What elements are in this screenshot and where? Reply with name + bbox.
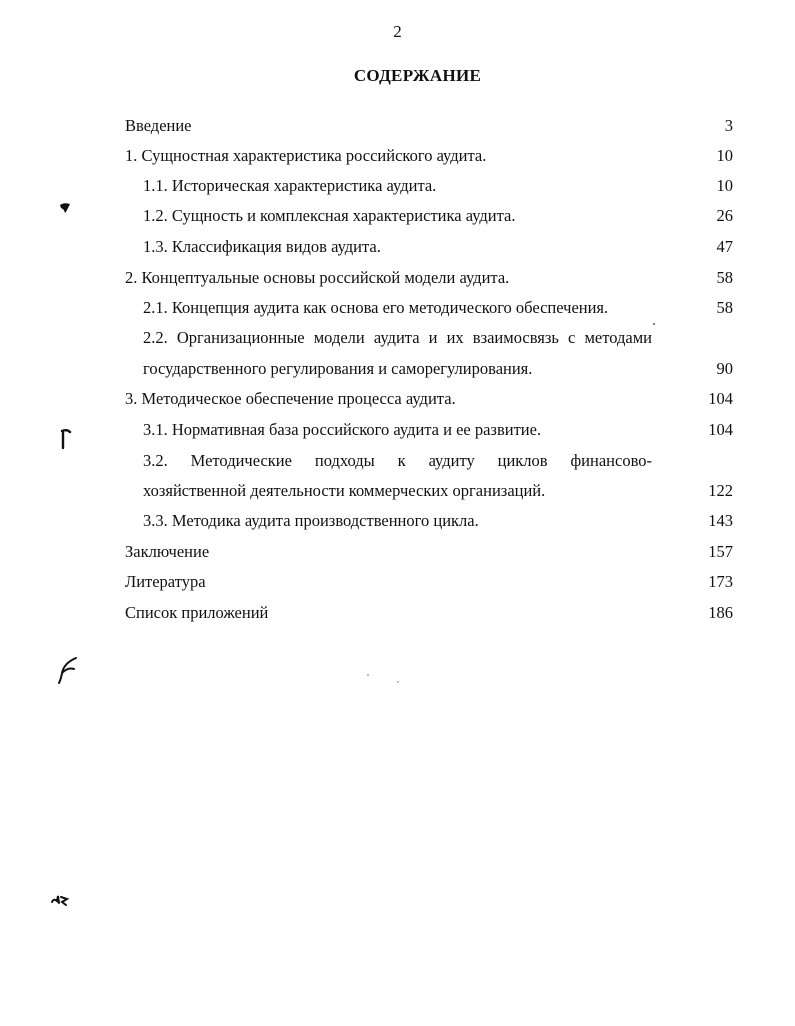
margin-ink-mark xyxy=(58,428,72,450)
toc-item-section-2-2 xyxy=(143,328,652,348)
toc-item-page: 26 xyxy=(716,206,733,225)
toc-item-page: 104 xyxy=(708,389,733,408)
toc-item-page: 58 xyxy=(716,298,733,317)
toc-item-page: 3 xyxy=(724,116,733,135)
toc-item-page: 10 xyxy=(716,146,733,165)
toc-item-label-line-1: 3.2. Методические подходы к аудиту циклов финансово- xyxy=(143,451,652,470)
margin-ink-mark xyxy=(50,893,70,907)
toc-item-label-line-1: 2.2. Организационные модели аудита и их взаимосвязь с методами xyxy=(143,328,652,347)
toc-item-label: 3.3. Методика аудита производственного цикла. xyxy=(143,511,479,530)
scan-speck xyxy=(365,672,405,686)
toc-item-label-line-2: хозяйственной деятельности коммерческих организаций. xyxy=(143,481,546,500)
toc-item-page: 47 xyxy=(716,237,733,256)
toc-item-page: 58 xyxy=(716,268,733,287)
toc-item-page: 157 xyxy=(708,542,733,561)
toc-item-label: 1.2. Сущность и комплексная характеристика аудита. xyxy=(143,206,516,225)
page-title: СОДЕРЖАНИЕ xyxy=(353,66,482,85)
margin-ink-mark xyxy=(58,200,74,216)
toc-item-page: 104 xyxy=(708,420,733,439)
toc-item-label: 1. Сущностная характеристика российского аудита. xyxy=(125,146,487,165)
toc-item-label: 2. Концептуальные основы российской модели аудита. xyxy=(125,268,510,287)
toc-item-page: 173 xyxy=(708,572,733,591)
page-number: 2 xyxy=(393,22,402,41)
toc-item-label-line-2: государственного регулирования и саморегулирования. xyxy=(143,359,533,378)
toc-item-label: Заключение xyxy=(125,542,210,561)
toc-item-label: 1.1. Историческая характеристика аудита. xyxy=(143,176,437,195)
toc-item-label: Введение xyxy=(125,116,192,135)
toc-item-label: Литература xyxy=(125,572,206,591)
margin-ink-mark xyxy=(56,655,80,685)
toc-item-page: 122 xyxy=(708,481,733,500)
toc-item-label: 3. Методическое обеспечение процесса аудита. xyxy=(125,389,456,408)
scan-speck xyxy=(652,322,656,326)
toc-item-section-3-2 xyxy=(143,451,652,471)
toc-item-page: 143 xyxy=(708,511,733,530)
toc-item-page: 90 xyxy=(716,359,733,378)
toc-item-page: 186 xyxy=(708,603,733,622)
toc-item-label: Список приложений xyxy=(125,603,269,622)
toc-item-label: 2.1. Концепция аудита как основа его методического обеспечения. xyxy=(143,298,609,317)
toc-item-label: 1.3. Классификация видов аудита. xyxy=(143,237,381,256)
toc-item-label: 3.1. Нормативная база российского аудита и ее развитие. xyxy=(143,420,542,439)
toc-item-page: 10 xyxy=(716,176,733,195)
